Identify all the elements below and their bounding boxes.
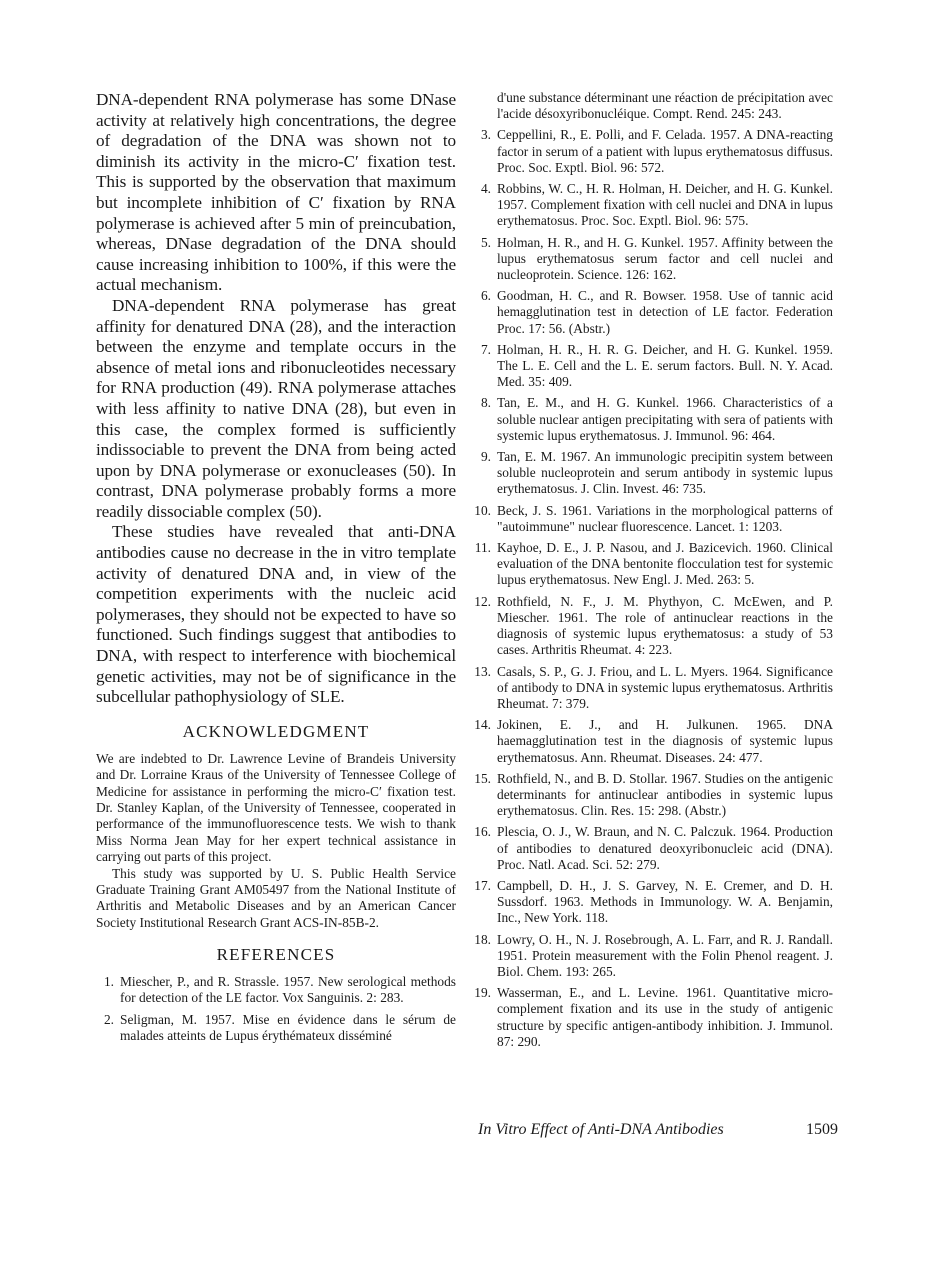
acknowledgment-paragraph: We are indebted to Dr. Lawrence Levine of Brandeis University and Dr. Lorraine Kraus of the University of Tennessee College of Medicine for assistance in performing the micro-C′ fixation test. Dr. Stanley Kaplan, of the University of Tennessee, cooperated in performance of the immunofluorescence tests. We wish to thank Miss Norma Jean May for her expert technical assistance in carrying out parts of this project. [96,750,456,865]
reference-number: 12. [474,593,491,609]
page-footer [478,1121,838,1139]
reference-item [473,342,833,391]
page-number: 1509 [806,1121,838,1138]
reference-number: 15. [474,770,491,786]
reference-item [473,717,833,766]
reference-number: 6. [480,288,491,304]
acknowledgment-heading: ACKNOWLEDGMENT [182,721,370,741]
reference-number: 5. [480,234,491,250]
reference-item [473,449,833,498]
reference-number: 16. [474,824,491,840]
reference-text: Goodman, H. C., and R. Bowser. 1958. Use of tannic acid hemagglutination test in detection of LE factor. Federation Proc. 17: 56. (Abstr.) [497,288,833,336]
body-paragraph: These studies have revealed that anti-DNA antibodies cause no decrease in the in vitro template activity of denatured DNA and, in view of the competition experiments with the nucleic acid polymerases, they should not be expected to have so functioned. Such findings suggest that antibodies to DNA, with respect to interference with biochemical genetic activities, may not be of significance in the subcellular pathophysiology of SLE. [96,522,456,707]
reference-item [473,594,833,659]
reference-number: 17. [474,877,491,893]
reference-list [96,974,456,1044]
reference-text: Rothfield, N. F., J. M. Phythyon, C. McEwen, and P. Miescher. 1961. The role of antinuclear reactions in the diagnosis of systemic lupus erythematosus: a study of 53 cases. Arthritis Rheumat. 4: 223. [497,593,833,658]
reference-item [473,932,833,981]
acknowledgment-paragraph: This study was supported by U. S. Public Health Service Graduate Training Grant AM05497 from the National Institute of Arthritis and Metabolic Diseases and by an American Cancer Society Institutional Research Grant ACS-IN-85B-2. [96,865,456,930]
reference-text: Rothfield, N., and B. D. Stollar. 1967. Studies on the antigenic determinants for antinuclear antibodies in systemic lupus erythematosus. Clin. Res. 15: 298. (Abstr.) [497,770,833,819]
reference-item [473,395,833,444]
reference-item [473,540,833,589]
reference-item [96,1012,456,1044]
reference-text: Ceppellini, R., E. Polli, and F. Celada. 1957. A DNA-reacting factor in serum of a patient with lupus erythematosus diffusus. Proc. Soc. Exptl. Biol. 96: 572. [497,127,833,175]
reference-text: Beck, J. S. 1961. Variations in the morphological patterns of "autoimmune" nuclear fluorescence. Lancet. 1: 1203. [497,502,833,534]
reference-item [473,503,833,535]
reference-number: 7. [480,341,491,357]
body-paragraph: DNA-dependent RNA polymerase has some DNase activity at relatively high concentrations, the degree of degradation of the DNA was shown not to diminish its activity in the micro-C′ fixation test. This is supported by the observation that maximum but incomplete inhibition of C′ fixation by RNA polymerase is achieved after 5 min of preincubation, whereas, DNase degradation of the DNA should cause increasing inhibition to 100%, if this were the actual mechanism. [96,90,456,295]
reference-text: Casals, S. P., G. J. Friou, and L. L. Myers. 1964. Significance of antibody to DNA in systemic lupus erythematosus. Arthritis Rheumat. 7: 379. [497,663,833,711]
reference-text: Wasserman, E., and L. Levine. 1961. Quantitative micro-complement fixation and its use in the study of antigenic structure by specific antigen-antibody inhibition. J. Immunol. 87: 290. [497,985,833,1049]
reference-number: 4. [480,181,491,197]
reference-number: 8. [480,395,491,411]
reference-item [473,824,833,873]
reference-continuation [473,90,833,122]
reference-item [473,181,833,230]
reference-number: 19. [474,985,491,1001]
reference-item [473,771,833,820]
reference-item [473,664,833,713]
reference-text: Jokinen, E. J., and H. Julkunen. 1965. DNA haemagglutination test in the diagnosis of systemic lupus erythematosus. Ann. Rheumat. Diseases. 24: 477. [497,717,833,765]
reference-text: Kayhoe, D. E., J. P. Nasou, and J. Bazicevich. 1960. Clinical evaluation of the DNA bentonite flocculation test for systemic lupus erythematosus. New Engl. J. Med. 263: 5. [497,540,833,588]
reference-number: 1. [103,974,114,990]
right-column [473,90,833,1055]
left-column [96,90,456,1049]
reference-text: Seligman, M. 1957. Mise en évidence dans le sérum de malades atteints de Lupus érythémateux disséminé [120,1011,456,1043]
reference-text: Holman, H. R., H. R. G. Deicher, and H. G. Kunkel. 1959. The L. E. Cell and the L. E. serum factors. Bull. N. Y. Acad. Med. 35: 409. [497,341,833,390]
reference-list [473,90,833,1050]
reference-text: Miescher, P., and R. Strassle. 1957. New serological methods for detection of the LE factor. Vox Sanguinis. 2: 283. [120,974,456,1006]
running-title: In Vitro Effect of Anti-DNA Antibodies [478,1121,724,1138]
reference-number: 14. [474,717,491,733]
reference-item [473,985,833,1050]
reference-item [473,127,833,176]
reference-text: d'une substance déterminant une réaction de précipitation avec l'acide désoxyribonucléique. Compt. Rend. 245: 243. [497,90,833,122]
reference-item [473,288,833,337]
reference-text: Lowry, O. H., N. J. Rosebrough, A. L. Farr, and R. J. Randall. 1951. Protein measurement with the Folin Phenol reagent. J. Biol. Chem. 193: 265. [497,931,833,979]
reference-text: Tan, E. M. 1967. An immunologic precipitin system between soluble nucleoprotein and serum antibody in systemic lupus erythematosus. J. Clin. Invest. 46: 735. [497,449,833,497]
reference-number: 11. [474,540,491,556]
reference-text: Holman, H. R., and H. G. Kunkel. 1957. Affinity between the lupus erythematosus serum factor and cell nuclei and nucleoprotein. Science. 126: 162. [497,234,833,283]
reference-number: 10. [474,502,491,518]
reference-number: 3. [480,127,491,143]
reference-item [473,878,833,927]
reference-number: 9. [480,449,491,465]
reference-number: 18. [474,931,491,947]
references-heading: REFERENCES [216,945,336,965]
reference-text: Campbell, D. H., J. S. Garvey, N. E. Cremer, and D. H. Sussdorf. 1963. Methods in Immunology. W. A. Benjamin, Inc., New York. 118. [497,877,833,926]
reference-number: 13. [474,663,491,679]
reference-text: Robbins, W. C., H. R. Holman, H. Deicher, and H. G. Kunkel. 1957. Complement fixation with cell nuclei and DNA in lupus erythematosus. Proc. Soc. Exptl. Biol. 96: 575. [497,181,833,229]
reference-text: Tan, E. M., and H. G. Kunkel. 1966. Characteristics of a soluble nuclear antigen precipitating with sera of patients with systemic lupus erythematosus. J. Immunol. 96: 464. [497,395,833,443]
reference-text: Plescia, O. J., W. Braun, and N. C. Palczuk. 1964. Production of antibodies to denatured deoxyribonucleic acid (DNA). Proc. Natl. Acad. Sci. 52: 279. [497,824,833,872]
reference-item [473,235,833,284]
reference-number: 2. [103,1011,114,1027]
reference-item [96,974,456,1006]
body-paragraph: DNA-dependent RNA polymerase has great affinity for denatured DNA (28), and the interaction between the enzyme and template occurs in the absence of metal ions and ribonucleotides necessary for RNA production (49). RNA polymerase attaches with less affinity to native DNA (28), but even in this case, the complex formed is sufficiently indissociable to prevent the DNA from being acted upon by DNA polymerase or exonucleases (50). In contrast, DNA polymerase probably forms a more readily dissociable complex (50). [96,295,456,521]
